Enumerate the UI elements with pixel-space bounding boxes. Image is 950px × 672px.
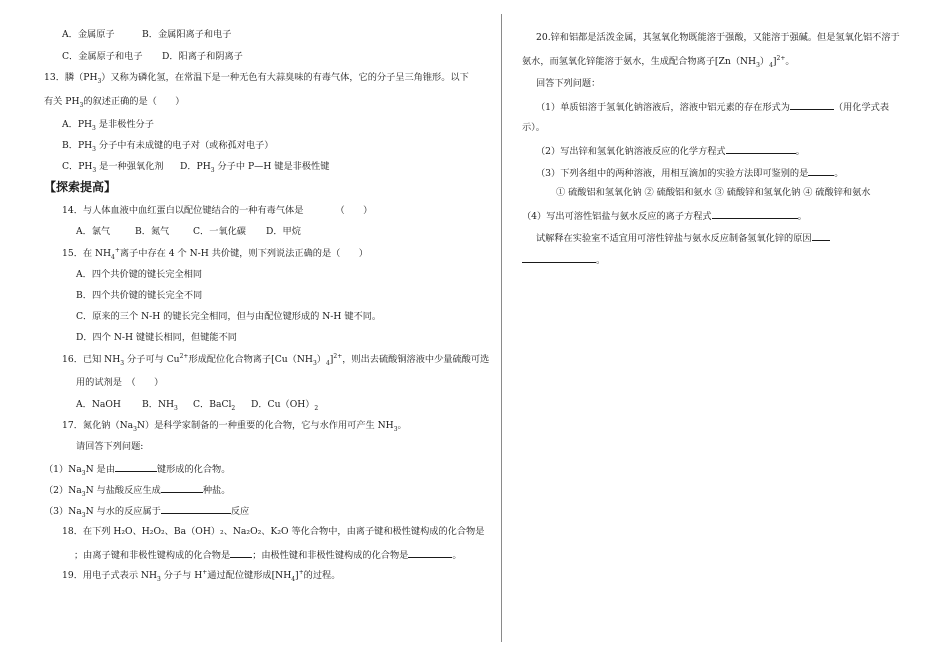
q18-blank-2[interactable] — [230, 548, 252, 558]
q18-line1: 18．在下列 H₂O、H₂O₂、Ba（OH）₂、Na₂O₂、K₂O 等化合物中，由离子键和极性键构成的化合物是 — [62, 526, 485, 537]
q20-explain-blank-2[interactable] — [522, 253, 596, 263]
q20-prompt: 回答下列问题： — [536, 78, 601, 89]
q15-option-a: A．四个共价键的键长完全相同 — [76, 269, 203, 280]
section-heading: 【探索提高】 — [44, 180, 117, 194]
q14-option-b: B．氮气 — [135, 226, 170, 237]
column-divider — [501, 14, 502, 642]
q17-sub2-blank[interactable] — [161, 483, 203, 493]
q20-sub1-blank[interactable] — [790, 100, 834, 110]
q20-sub3-blank[interactable] — [808, 166, 834, 176]
q20-sub3-options: ① 硫酸铝和氢氧化钠 ② 硫酸铝和氨水 ③ 硫酸锌和氢氧化钠 ④ 硫酸锌和氨水 — [556, 187, 871, 198]
q13-stem-line2: 有关 $PH_3$的叙述正确的是（ ） — [44, 96, 185, 109]
q20-sub4: （4）写出可溶性铝盐与氨水反应的离子方程式 。 — [522, 211, 807, 222]
q20-sub1-line2: 示）。 — [522, 122, 545, 133]
q12-option-a: A．金属原子 — [62, 29, 115, 40]
q20-sub2: （2）写出锌和氢氧化钠溶液反应的化学方程式 。 — [536, 146, 805, 157]
q20-explain-blank-1[interactable] — [812, 231, 830, 241]
q17-sub3-blank[interactable] — [161, 504, 231, 514]
q17-stem: 17．氮化钠$(Na_3N)$是科学家制备的一种重要的化合物，它与水作用可产生 $NH_3$。 — [62, 420, 407, 433]
q15-option-d: D．四个 N-H 键键长相同，但键能不同 — [76, 332, 237, 343]
q17-sub2: $(2)Na_3N$ 与盐酸反应生成 种盐。 — [44, 485, 231, 498]
q17-sub1-blank[interactable] — [115, 462, 157, 472]
q20-explain: 试解释在实验室不适宜用可溶性锌盐与氨水反应制备氢氧化锌的原因 — [536, 231, 830, 245]
q20-sub4-blank[interactable] — [712, 209, 798, 219]
q17-sub1: $(1)Na_3N$ 是由 键形成的化合物。 — [44, 464, 231, 477]
q14-stem: 14．与人体血液中血红蛋白以配位键结合的一种有毒气体是 （ ） — [62, 205, 373, 216]
q17-sub3: $(3)Na_3N$ 与水的反应属于 反应 — [44, 506, 250, 519]
q13-option-b: B．$PH_3$ 分子中有未成键的电子对（或称孤对电子） — [62, 140, 274, 153]
q14-option-d: D．甲烷 — [266, 226, 301, 237]
q16-stem-line2: 用的试剂是 （ ） — [76, 377, 164, 388]
q15-option-c: C．原来的三个 N-H 的键长完全相同，但与由配位键形成的 N-H 键不同。 — [76, 311, 382, 322]
q13-option-c: C．$PH_3$ 是一种强氧化剂 — [62, 161, 164, 174]
q20-sub2-blank[interactable] — [726, 144, 796, 154]
q15-stem: 15．在 $NH_4^+$离子中存在 4 个 N-H 共价键，则下列说法正确的是（ ） — [62, 246, 368, 261]
q17-prompt: 请回答下列问题: — [76, 441, 144, 452]
q12-option-b: B．金属阳离子和电子 — [142, 29, 232, 40]
q20-line2: 氨水，而氢氧化锌能溶于氨水，生成配合物离子$[Zn(NH_3)_4]^{2+}$。 — [522, 54, 795, 69]
q18-blank-3[interactable] — [408, 548, 452, 558]
q16-stem: 16．已知 $NH_3$ 分子可与 $Cu^{2+}$形成配位化合物离子$[Cu(NH_3)_4]^{2+}$，则出去硫酸铜溶液中少量硫酸可选 — [62, 352, 490, 367]
q20-explain-line2: 。 — [522, 253, 605, 267]
q16-option-a: A．NaOH — [76, 399, 121, 410]
q20-sub1: （1）单质铝溶于氢氧化钠溶液后，溶液中铝元素的存在形式为 （用化学式表 — [536, 102, 890, 113]
q16-option-b: B．$NH_3$ — [142, 399, 178, 412]
q19-stem: 19．用电子式表示 $NH_3$ 分子与 H+通过配位键形成$[NH_4]^+$的过程。 — [62, 568, 341, 583]
q13-option-d: D．$PH_3$ 分子中 P—H 键是非极性键 — [180, 161, 330, 174]
q13-stem: 13．膦$(PH_3)$又称为磷化氢，在常温下是一种无色有大蒜臭味的有毒气体，它的分子呈三角锥形。以下 — [44, 72, 469, 85]
q12-option-c: C．金属原子和电子 — [62, 51, 143, 62]
q13-option-a: A．$PH_3$ 是非极性分子 — [62, 119, 154, 132]
q18-line2: ；由离子键和非极性键构成的化合物是 ；由极性键和非极性键构成的化合物是 。 — [74, 550, 462, 561]
q15-option-b: B．四个共价键的键长完全不同 — [76, 290, 203, 301]
q20-sub3: （3）下列各组中的两种溶液，用相互滴加的实验方法即可鉴别的是 。 — [536, 168, 844, 179]
q16-option-d: D．$Cu(OH)_2$ — [251, 399, 319, 412]
q12-option-d: D．阳离子和阴离子 — [162, 51, 243, 62]
q16-option-c: C．BaCl$_2$ — [193, 399, 236, 412]
q20-line1: 20.锌和铝都是活泼金属，其氢氧化物既能溶于强酸，又能溶于强碱。但是氢氧化铝不溶于 — [536, 32, 900, 43]
q14-option-a: A．氯气 — [76, 226, 111, 237]
q14-option-c: C．一氧化碳 — [193, 226, 246, 237]
